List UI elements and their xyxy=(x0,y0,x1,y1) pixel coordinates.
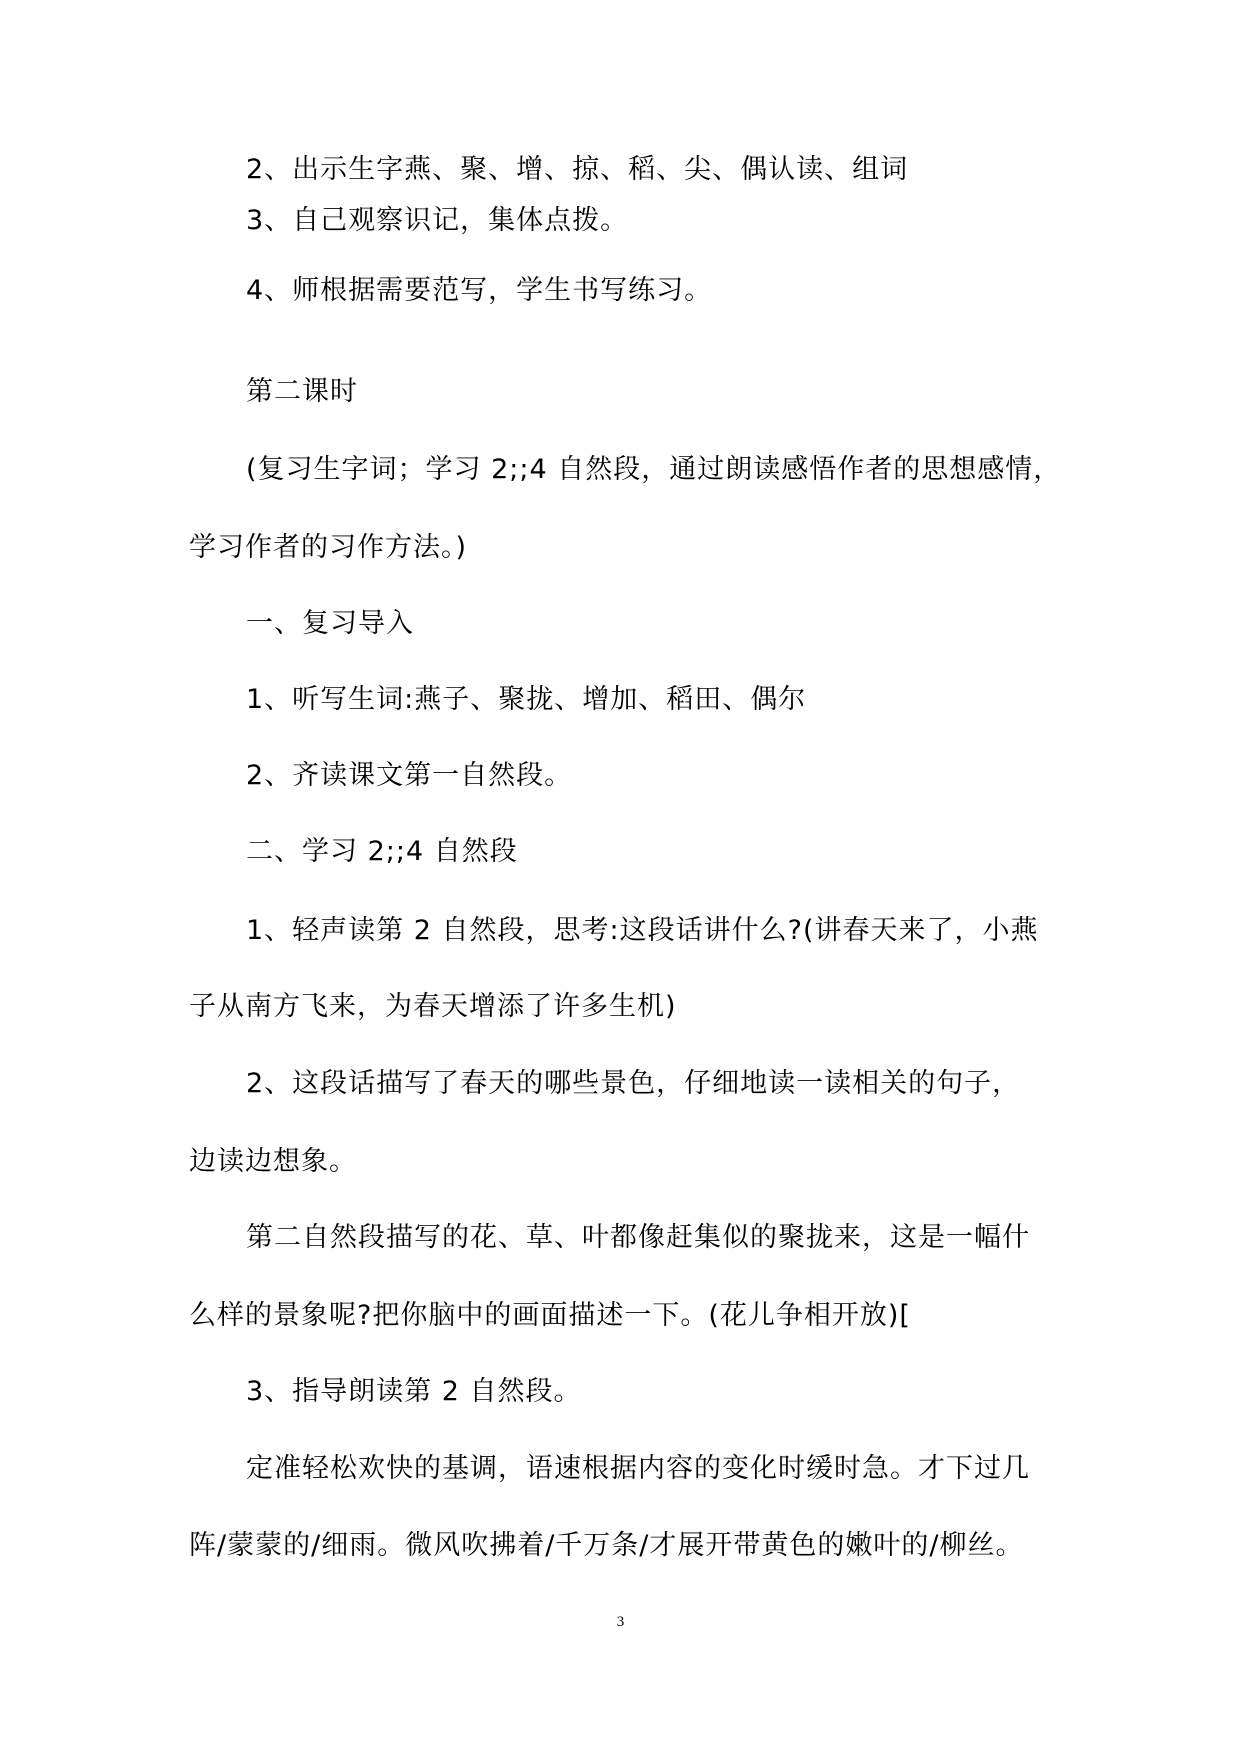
text-line: 3、指导朗读第 2 自然段。 xyxy=(246,1376,582,1407)
text-line: (复习生字词；学习 2;;4 自然段，通过朗读感悟作者的思想感情， xyxy=(246,454,1062,485)
text-line: 定准轻松欢快的基调，语速根据内容的变化时缓时急。才下过几 xyxy=(246,1453,1030,1484)
text-line: 4、师根据需要范写，学生书写练习。 xyxy=(246,275,713,306)
section-heading: 一、复习导入 xyxy=(246,608,414,639)
text-line: 子从南方飞来，为春天增添了许多生机) xyxy=(189,991,677,1022)
text-line: 2、齐读课文第一自然段。 xyxy=(246,760,573,791)
text-line: 1、听写生词:燕子、聚拢、增加、稻田、偶尔 xyxy=(246,684,807,715)
text-line: 阵/蒙蒙的/细雨。微风吹拂着/千万条/才展开带黄色的嫩叶的/柳丝。 xyxy=(189,1530,1024,1561)
text-line: 3、自己观察识记，集体点拨。 xyxy=(246,205,629,236)
section-heading: 二、学习 2;;4 自然段 xyxy=(246,836,518,867)
text-line: 2、这段话描写了春天的哪些景色，仔细地读一读相关的句子， xyxy=(246,1068,1021,1099)
text-line: 么样的景象呢?把你脑中的画面描述一下。(花儿争相开放)[ xyxy=(189,1300,911,1331)
text-line: 第二自然段描写的花、草、叶都像赶集似的聚拢来，这是一幅什 xyxy=(246,1222,1030,1253)
text-line: 边读边想象。 xyxy=(189,1146,357,1177)
text-line: 1、轻声读第 2 自然段，思考:这段话讲什么?(讲春天来了，小燕 xyxy=(246,915,1039,946)
page-number: 3 xyxy=(616,1614,625,1630)
text-line: 2、出示生字燕、聚、增、掠、稻、尖、偶认读、组词 xyxy=(246,154,909,185)
section-heading: 第二课时 xyxy=(246,376,358,407)
text-line: 学习作者的习作方法。) xyxy=(189,532,468,563)
